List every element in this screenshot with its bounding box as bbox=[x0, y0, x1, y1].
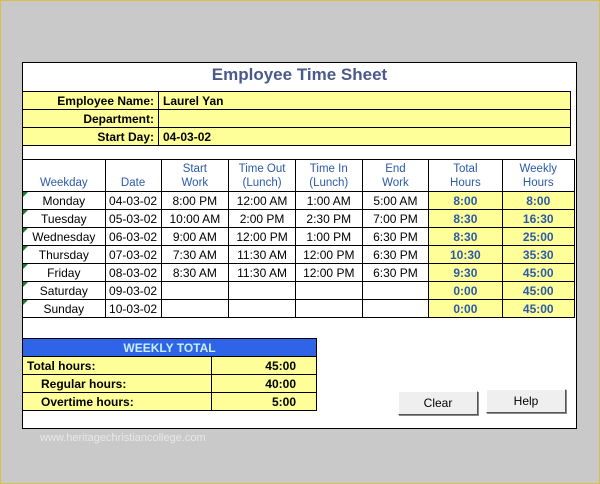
regular-hours-value: 40:00 bbox=[212, 375, 317, 393]
total-hours-value: 45:00 bbox=[212, 357, 317, 375]
weekly-hours-cell: 16:30 bbox=[502, 210, 575, 228]
column-header: Time In (Lunch) bbox=[295, 160, 362, 192]
table-row bbox=[23, 192, 575, 210]
time-out-cell[interactable]: 11:30 AM bbox=[229, 246, 296, 264]
employee-name-label: Employee Name: bbox=[23, 92, 159, 110]
total-hours-cell: 10:30 bbox=[429, 246, 502, 264]
date-cell: 05-03-02 bbox=[105, 210, 161, 228]
total-hours-cell: 9:30 bbox=[429, 264, 502, 282]
start-work-cell[interactable] bbox=[161, 300, 229, 318]
end-work-cell[interactable]: 6:30 PM bbox=[362, 246, 429, 264]
weekday-cell bbox=[23, 264, 106, 282]
date-cell: 10-03-02 bbox=[105, 300, 161, 318]
weekly-total-table bbox=[22, 338, 317, 411]
comment-marker-icon bbox=[23, 300, 28, 305]
table-row bbox=[23, 228, 575, 246]
time-out-cell[interactable]: 12:00 AM bbox=[229, 192, 296, 210]
start-work-cell[interactable]: 8:30 AM bbox=[161, 264, 229, 282]
weekday-label: Friday bbox=[47, 265, 81, 280]
start-work-cell[interactable] bbox=[161, 282, 229, 300]
total-hours-cell: 0:00 bbox=[429, 282, 502, 300]
weekly-hours-cell: 45:00 bbox=[502, 282, 575, 300]
weekday-label: Sunday bbox=[43, 301, 85, 316]
time-in-cell[interactable]: 12:00 PM bbox=[295, 264, 362, 282]
weekday-cell bbox=[23, 210, 106, 228]
start-day-row bbox=[23, 128, 571, 146]
department-field[interactable] bbox=[159, 110, 571, 128]
date-cell: 07-03-02 bbox=[105, 246, 161, 264]
time-out-cell[interactable]: 2:00 PM bbox=[229, 210, 296, 228]
regular-hours-label: Regular hours: bbox=[23, 375, 212, 393]
column-header: Time Out (Lunch) bbox=[229, 160, 296, 192]
end-work-cell[interactable] bbox=[362, 282, 429, 300]
comment-marker-icon bbox=[23, 264, 28, 269]
comment-marker-icon bbox=[23, 210, 28, 215]
time-in-cell[interactable]: 2:30 PM bbox=[295, 210, 362, 228]
total-hours-cell: 8:30 bbox=[429, 228, 502, 246]
hours-table bbox=[22, 159, 575, 318]
weekday-cell bbox=[23, 300, 106, 318]
weekday-cell bbox=[23, 228, 106, 246]
time-in-cell[interactable]: 1:00 AM bbox=[295, 192, 362, 210]
weekly-hours-cell: 45:00 bbox=[502, 300, 575, 318]
weekly-hours-cell: 45:00 bbox=[502, 264, 575, 282]
start-work-cell[interactable]: 8:00 PM bbox=[161, 192, 229, 210]
end-work-cell[interactable]: 6:30 PM bbox=[362, 228, 429, 246]
weekday-label: Thursday bbox=[38, 247, 89, 262]
total-hours-cell: 8:30 bbox=[429, 210, 502, 228]
department-label: Department: bbox=[23, 110, 159, 128]
total-hours-cell: 8:00 bbox=[429, 192, 502, 210]
employee-name-row bbox=[23, 92, 571, 110]
time-out-cell[interactable] bbox=[229, 282, 296, 300]
end-work-cell[interactable]: 5:00 AM bbox=[362, 192, 429, 210]
column-header: Start Work bbox=[161, 160, 229, 192]
date-cell: 09-03-02 bbox=[105, 282, 161, 300]
end-work-cell[interactable] bbox=[362, 300, 429, 318]
comment-marker-icon bbox=[23, 228, 28, 233]
column-header: Date bbox=[105, 160, 161, 192]
column-header: Weekday bbox=[23, 160, 106, 192]
weekday-cell bbox=[23, 192, 106, 210]
date-cell: 08-03-02 bbox=[105, 264, 161, 282]
weekday-cell bbox=[23, 282, 106, 300]
weekday-label: Tuesday bbox=[41, 211, 87, 226]
overtime-hours-label: Overtime hours: bbox=[23, 393, 212, 411]
table-body bbox=[23, 192, 575, 318]
start-day-field[interactable]: 04-03-02 bbox=[159, 128, 571, 146]
weekday-cell bbox=[23, 246, 106, 264]
weekday-label: Wednesday bbox=[32, 229, 96, 244]
time-out-cell[interactable]: 12:00 PM bbox=[229, 228, 296, 246]
time-in-cell[interactable] bbox=[295, 300, 362, 318]
weekday-label: Monday bbox=[42, 193, 86, 208]
weekday-label: Saturday bbox=[39, 283, 88, 298]
total-hours-cell: 0:00 bbox=[429, 300, 502, 318]
employee-info-table bbox=[22, 91, 571, 146]
weekly-hours-cell: 35:30 bbox=[502, 246, 575, 264]
end-work-cell[interactable]: 7:00 PM bbox=[362, 210, 429, 228]
help-button[interactable]: Help bbox=[486, 389, 566, 413]
start-work-cell[interactable]: 10:00 AM bbox=[161, 210, 229, 228]
weekly-hours-cell: 8:00 bbox=[502, 192, 575, 210]
weekly-total-heading: WEEKLY TOTAL bbox=[23, 339, 317, 357]
table-row bbox=[23, 282, 575, 300]
column-header: End Work bbox=[362, 160, 429, 192]
time-in-cell[interactable] bbox=[295, 282, 362, 300]
time-out-cell[interactable] bbox=[229, 300, 296, 318]
table-header-row bbox=[23, 160, 575, 192]
table-row bbox=[23, 264, 575, 282]
end-work-cell[interactable]: 6:30 PM bbox=[362, 264, 429, 282]
timesheet bbox=[22, 62, 577, 429]
watermark: www.heritagechristiancollege.com bbox=[40, 432, 206, 444]
weekly-hours-cell: 25:00 bbox=[502, 228, 575, 246]
employee-name-field[interactable]: Laurel Yan bbox=[159, 92, 571, 110]
time-in-cell[interactable]: 1:00 PM bbox=[295, 228, 362, 246]
start-work-cell[interactable]: 7:30 AM bbox=[161, 246, 229, 264]
overtime-hours-value: 5:00 bbox=[212, 393, 317, 411]
sheet-title: Employee Time Sheet bbox=[211, 65, 388, 84]
time-in-cell[interactable]: 12:00 PM bbox=[295, 246, 362, 264]
clear-button[interactable]: Clear bbox=[398, 391, 478, 415]
comment-marker-icon bbox=[23, 192, 28, 197]
date-cell: 04-03-02 bbox=[105, 192, 161, 210]
table-row bbox=[23, 246, 575, 264]
start-day-label: Start Day: bbox=[23, 128, 159, 146]
column-header: Weekly Hours bbox=[502, 160, 575, 192]
column-header: Total Hours bbox=[429, 160, 502, 192]
table-row bbox=[23, 210, 575, 228]
comment-marker-icon bbox=[23, 246, 28, 251]
time-out-cell[interactable]: 11:30 AM bbox=[229, 264, 296, 282]
date-cell: 06-03-02 bbox=[105, 228, 161, 246]
start-work-cell[interactable]: 9:00 AM bbox=[161, 228, 229, 246]
department-row bbox=[23, 110, 571, 128]
comment-marker-icon bbox=[23, 282, 28, 287]
total-hours-label: Total hours: bbox=[23, 357, 212, 375]
table-row bbox=[23, 300, 575, 318]
